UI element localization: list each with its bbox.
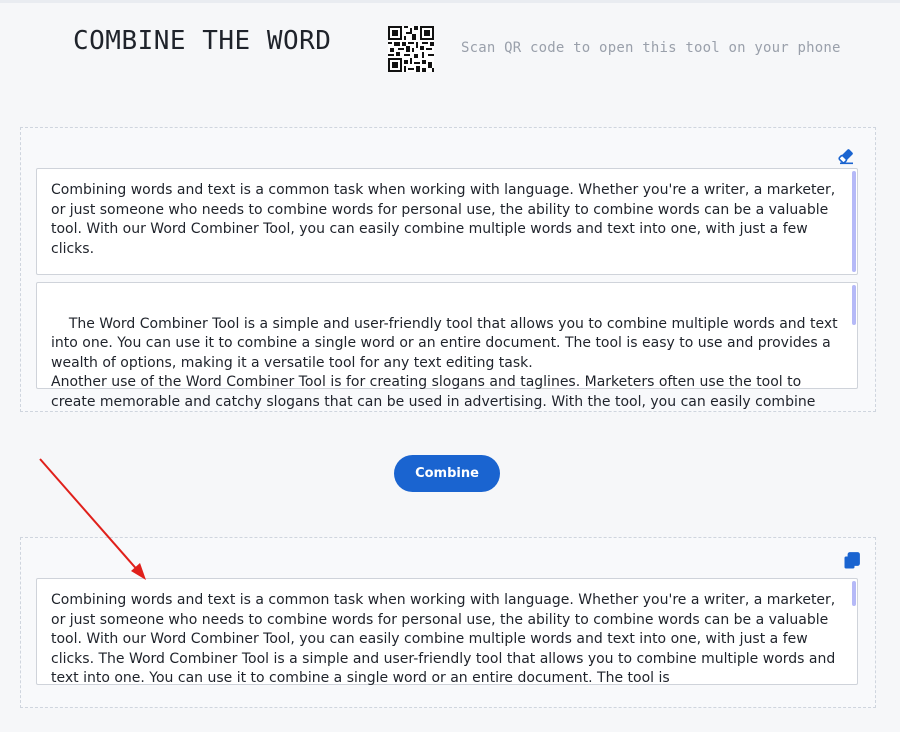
output-panel [20,537,876,708]
output-textarea[interactable] [36,578,858,685]
page-title: COMBINE THE WORD [73,26,332,56]
top-border [0,0,900,3]
output-text: Combining words and text is a common task when working with language. Whether you're a writer, a marketer, or just someone who needs to combine words for personal use, the ability to combine words can be a valuable tool. With our Word Combiner Tool, you can easily combine multiple words and text into one, with just a few clicks. The Word Combiner Tool is a simple and user-friendly tool that allows you to combine multiple words and text into one. You can use it to combine a single word or an entire document. The tool is [51,592,836,687]
scrollbar[interactable] [852,581,856,606]
eraser-icon[interactable] [837,147,855,165]
input-panel [20,127,876,412]
qr-hint-text: Scan QR code to open this tool on your phone [461,40,841,56]
input-text-2: The Word Combiner Tool is a simple and user-friendly tool that allows you to combine multiple words and text into one. You can use it to combine a single word or an entire document. The tool is easy to use and provides a wealth of options, making it a versatile tool for any text editing task. Another use of the Word Combiner Tool is for creating slogans and taglines. Marketers often use the tool to create memorable and catchy slogans that can be used in advertising. With the tool, you can easily combine [51,315,838,410]
copy-icon[interactable] [843,552,861,570]
input-textarea-2[interactable] [36,282,858,410]
input-text-1: Combining words and text is a common task when working with language. Whether you're a writer, a marketer, or just someone who needs to combine words for personal use, the ability to combine words can be a valuable tool. With our Word Combiner Tool, you can easily combine multiple words and text into one, with just a few clicks. [51,182,836,257]
input-textarea-1[interactable] [36,168,858,275]
combine-button[interactable]: Combine [394,455,500,492]
scrollbar[interactable] [852,285,856,325]
scrollbar[interactable] [852,171,856,272]
qr-code [388,26,434,72]
